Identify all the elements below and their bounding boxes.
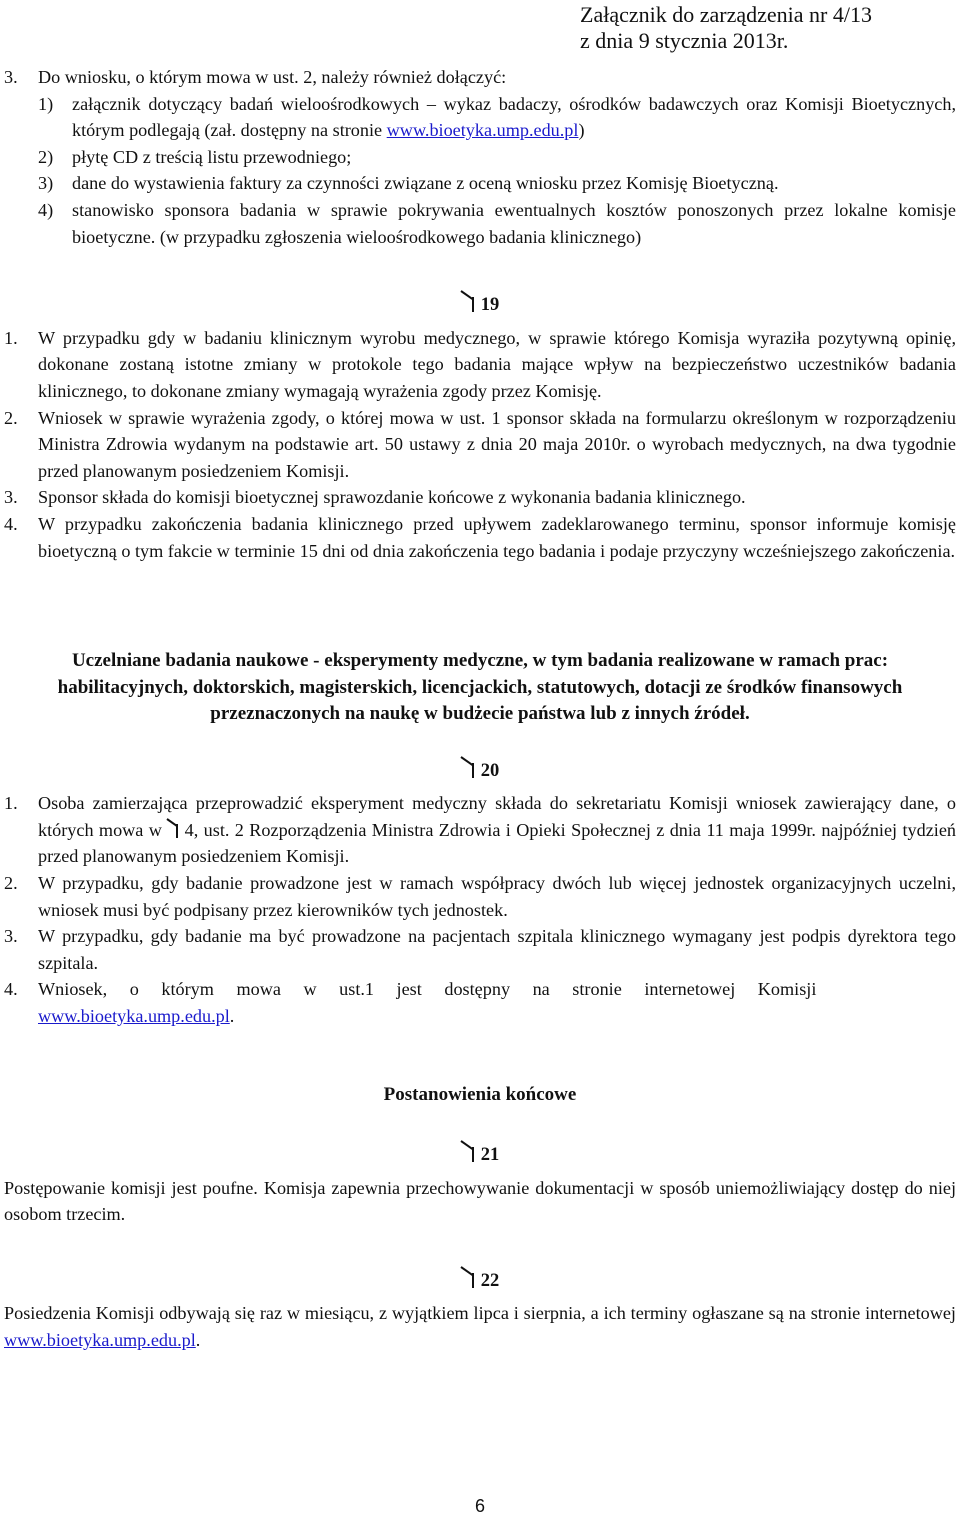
heading-final-provisions: Postanowienia końcowe xyxy=(383,1083,577,1105)
section-19-list xyxy=(4,325,956,564)
attachment-1: 1) załącznik dotyczący badań wieloośrodkowych – wykaz badaczy, ośrodków badawczych oraz Komisji Bioetycznych, którym podlegają (zał. dostępny na stronie www.bioetyka.ump.edu.pl) xyxy=(38,93,956,141)
section-19-item-4: 4. W przypadku zakończenia badania klinicznego przed upływem zadeklarowanego terminu, sponsor informuje komisję bioetyczną o tym fakcie w terminie 15 dni od dnia zakończenia tego badania i podaje przyczyny wcześniejszego zakończenia. xyxy=(4,513,956,561)
section-20-list xyxy=(4,790,956,1029)
section-20-item-1: 1. Osoba zamierzająca przeprowadzić eksperyment medyczny składa do sekretariatu Komisji wniosek zawierający dane, o których mowa w 4, ust. 2 Rozporządzenia Ministra Zdrowia i Opieki Społecznej z dnia 11 maja 1999r. najpóźniej tydzień przed planowanym posiedzeniem Komisji. xyxy=(4,793,956,867)
section-19-item-1: 1. W przypadku gdy w badaniu klinicznym wyrobu medycznego, w sprawie którego Komisja wyraziła pozytywną opinię, dokonane zostaną istotne zmiany w protokole tego badania mające wpływ na bezpieczeństwo uczestników badania klinicznego, to dokonane zmiany wymagają wyrażenia zgody przez Komisję. xyxy=(4,327,956,401)
section-19-heading: 19 xyxy=(4,290,956,319)
bioetyka-link[interactable]: www.bioetyka.ump.edu.pl xyxy=(38,1005,230,1026)
document-body xyxy=(4,64,956,1354)
section-20-item-2: 2. W przypadku, gdy badanie prowadzone jest w ramach współpracy dwóch lub więcej jednostek organizacyjnych uczelni, wniosek musi być podpisany przez kierowników tych jednostek. xyxy=(4,872,956,920)
annex-date: z dnia 9 stycznia 2013r. xyxy=(580,28,789,53)
attachment-4: 4) stanowisko sponsora badania w sprawie pokrywania ewentualnych kosztów ponoszonych przez lokalne komisje bioetyczne. (w przypadku zgłoszenia wieloośrodkowego badania klinicznego) xyxy=(38,199,956,247)
section-sign xyxy=(461,756,475,778)
item-3-list xyxy=(4,64,956,91)
section-20-heading: 20 xyxy=(4,756,956,785)
section-sign-inline xyxy=(167,818,179,838)
section-19-item-2: 2. Wniosek w sprawie wyrażenia zgody, o której mowa w ust. 1 sponsor składa na formularzu określonym w rozporządzeniu Ministra Zdrowia wydanym na podstawie art. 50 ustawy z dnia 20 maja 2010r. o wyrobach medycznych, na dwa tygodnie przed planowanym posiedzeniem Komisji. xyxy=(4,407,956,481)
section-20-item-3: 3. W przypadku, gdy badanie ma być prowadzone na pacjentach szpitala klinicznego wymagany jest podpis dyrektora tego szpitala. xyxy=(4,926,956,973)
bioetyka-link[interactable]: www.bioetyka.ump.edu.pl xyxy=(4,1330,196,1350)
section-21-heading: 21 xyxy=(4,1140,956,1169)
section-sign xyxy=(461,1266,475,1288)
section-20-item-4: 4. Wniosek, o którym mowa w ust.1 jest dostępny na stronie internetowej Komisji www.bioetyka.ump.edu.pl. xyxy=(4,979,817,1026)
section-19-item-3: 3. Sponsor składa do komisji bioetycznej sprawozdanie końcowe z wykonania badania klinicznego. xyxy=(4,487,746,508)
attachment-2: 2) płytę CD z treścią listu przewodniego; xyxy=(38,146,352,167)
annex-header xyxy=(580,2,872,54)
attachment-3: 3) dane do wystawienia faktury za czynności związane z oceną wniosku przez Komisję Bioetyczną. xyxy=(38,173,779,194)
attachments-list xyxy=(4,91,956,251)
section-21-text: Postępowanie komisji jest poufne. Komisja zapewnia przechowywanie dokumentacji w sposób uniemożliwiający dostęp do niej osobom trzecim. xyxy=(4,1177,956,1225)
section-sign xyxy=(461,290,475,312)
item-3: 3. Do wniosku, o którym mowa w ust. 2, należy również dołączyć: xyxy=(4,67,507,87)
heading-university-research: Uczelniane badania naukowe - eksperymenty medyczne, w tym badania realizowane w ramach prac: habilitacyjnych, doktorskich, magisterskich, licencjackich, statutowych, dotacji ze środków finansowych przeznaczonych na naukę w budżecie państwa lub z innych źródeł. xyxy=(57,650,903,725)
bioetyka-link[interactable]: www.bioetyka.ump.edu.pl xyxy=(386,120,579,141)
page-number: 6 xyxy=(474,1496,485,1516)
section-sign xyxy=(461,1140,475,1162)
annex-title: Załącznik do zarządzenia nr 4/13 xyxy=(580,2,872,27)
section-22-heading: 22 xyxy=(4,1266,956,1295)
section-22-text: Posiedzenia Komisji odbywają się raz w miesiącu, z wyjątkiem lipca i sierpnia, a ich terminy ogłaszane są na stronie internetowej www.bioetyka.ump.edu.pl. xyxy=(4,1303,956,1350)
